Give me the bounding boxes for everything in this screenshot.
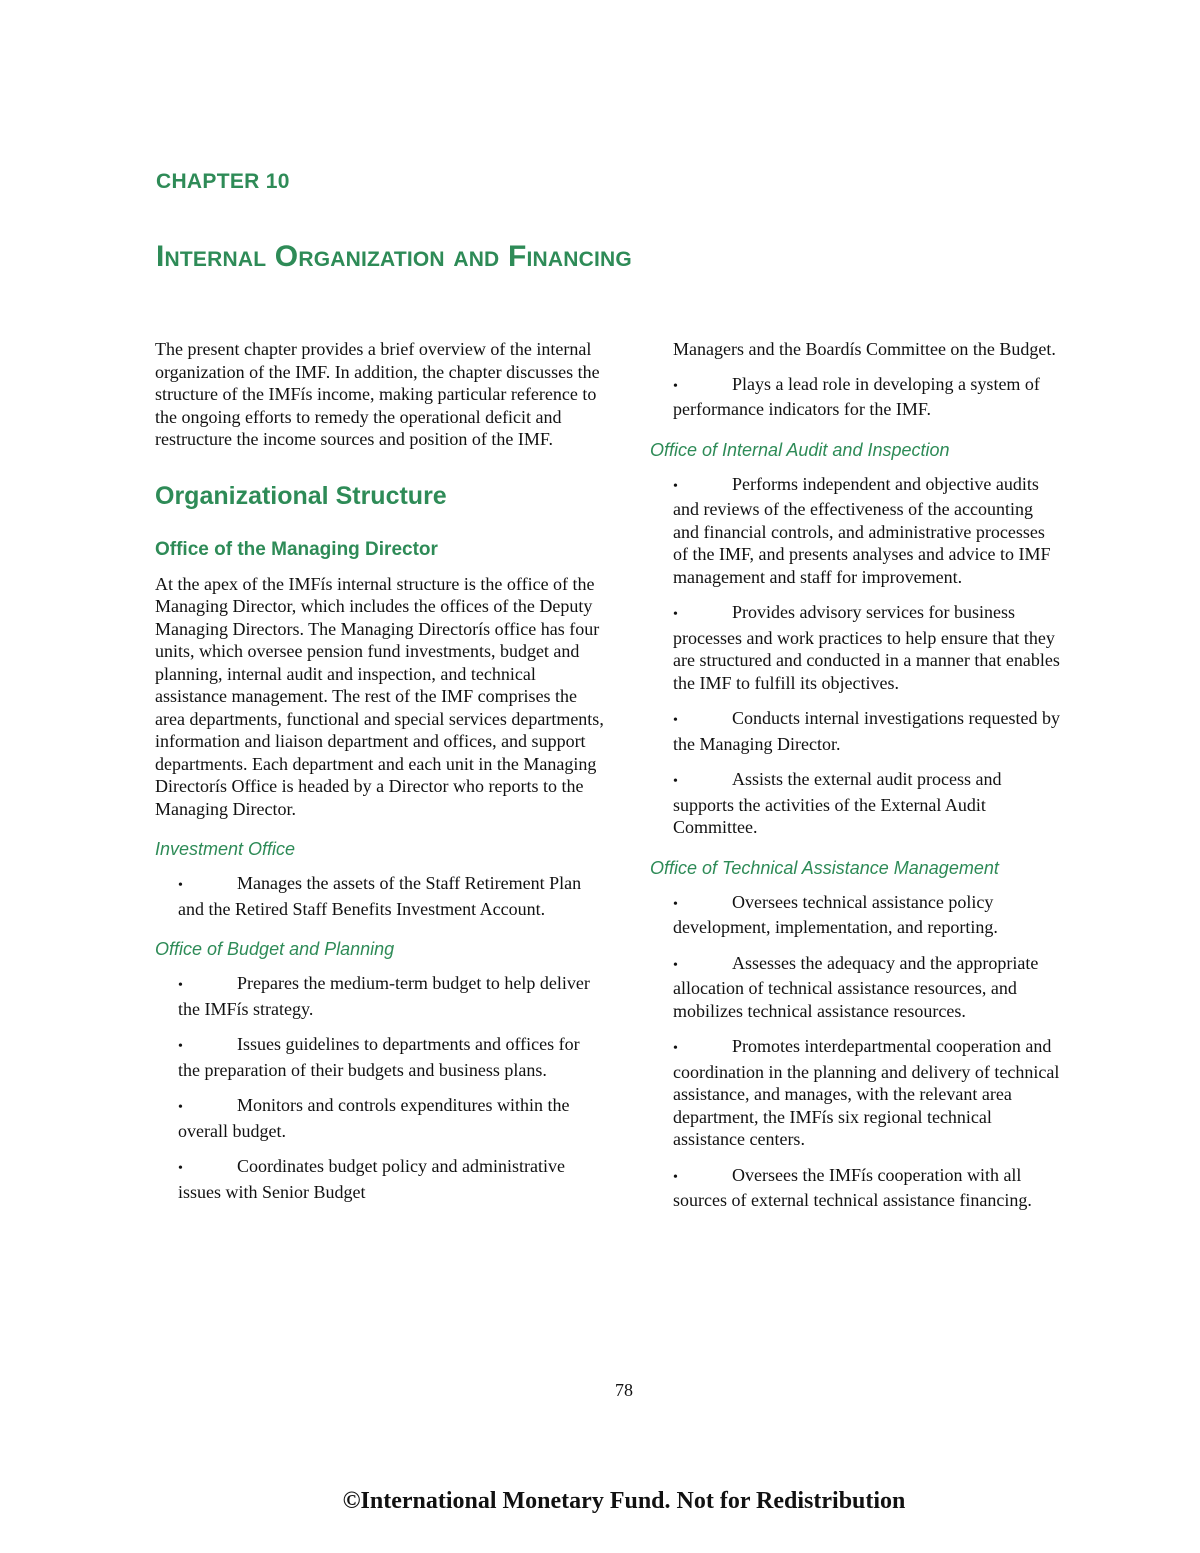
- chapter-title: Internal Organization and Financing: [156, 240, 632, 273]
- list-item-text: Assesses the adequacy and the appropriate allocation of technical assistance resources, and mobilizes technical assistance resources.: [673, 952, 1039, 1021]
- bullet-icon: •: [673, 378, 678, 394]
- list-item-text: Oversees the IMFís cooperation with all sources of external technical assistance financing.: [673, 1164, 1032, 1210]
- bullet-icon: •: [673, 607, 678, 622]
- bullet-icon: •: [178, 1039, 183, 1054]
- list-item-text: Performs independent and objective audits and reviews of the effectiveness of the accounting and financial controls, and administrative processes of the IMF, and presents analyses and advice to IMF management and staff for improvement.: [673, 473, 1051, 587]
- bullet-icon: •: [673, 1169, 678, 1185]
- investment-office-list: [155, 872, 605, 920]
- left-column: [155, 338, 605, 1216]
- bullet-icon: •: [178, 878, 183, 893]
- chapter-label: CHAPTER 10: [156, 170, 290, 193]
- audit-office-heading: Office of Internal Audit and Inspection: [650, 439, 950, 460]
- list-item-text: Manages the assets of the Staff Retirement Plan and the Retired Staff Benefits Investment Account.: [178, 873, 582, 919]
- list-item-text: Monitors and controls expenditures within the overall budget.: [178, 1095, 570, 1141]
- list-item: [673, 707, 1060, 755]
- list-item-text: Assists the external audit process and supports the activities of the External Audit Committee.: [673, 769, 1002, 837]
- page-number: 78: [615, 1380, 633, 1400]
- bullet-icon: •: [673, 774, 678, 789]
- list-item-text: Prepares the medium-term budget to help deliver the IMFís strategy.: [178, 973, 590, 1019]
- investment-office-heading: Investment Office: [155, 839, 296, 859]
- bullet-icon: •: [673, 957, 678, 973]
- list-item-text: Oversees technical assistance policy development, implementation, and reporting.: [673, 891, 998, 937]
- list-item: [178, 1155, 605, 1203]
- list-item-text: Plays a lead role in developing a system of performance indicators for the IMF.: [673, 373, 1040, 419]
- bullet-icon: •: [673, 478, 678, 494]
- md-office-heading: Office of the Managing Director: [155, 538, 438, 560]
- list-item: [673, 1035, 1060, 1151]
- list-item: [673, 601, 1060, 694]
- list-item: [178, 972, 605, 1020]
- list-item: [178, 872, 605, 920]
- copyright-footer: ©International Monetary Fund. Not for Redistribution: [342, 1488, 906, 1514]
- list-item: [673, 891, 1060, 939]
- bullet-icon: •: [178, 1100, 183, 1115]
- bullet-icon: •: [673, 896, 678, 912]
- list-item: [673, 473, 1060, 589]
- intro-paragraph: The present chapter provides a brief overview of the internal organization of the IMF. In addition, the chapter discusses the structure of the IMFís income, making particular reference to the ongoing efforts to remedy the operational deficit and restructure the income sources and position of the IMF.: [155, 339, 600, 449]
- list-item-text: Issues guidelines to departments and offices for the preparation of their budgets and business plans.: [178, 1034, 580, 1080]
- bullet-icon: •: [673, 1041, 678, 1056]
- ta-office-heading: Office of Technical Assistance Management: [650, 857, 999, 878]
- bullet-icon: •: [178, 1161, 183, 1176]
- budget-office-list-continued: [650, 338, 1060, 421]
- list-item: [178, 1033, 605, 1081]
- list-item-text: Provides advisory services for business processes and work practices to help ensure that they are structured and conducted in a manner that enables the IMF to fulfill its objectives.: [673, 602, 1060, 693]
- list-item-text: Coordinates budget policy and administrative issues with Senior Budget: [178, 1156, 565, 1202]
- budget-office-heading: Office of Budget and Planning: [155, 939, 395, 959]
- right-column: [650, 338, 1060, 1225]
- ta-office-list: [650, 891, 1060, 1212]
- list-item: [673, 373, 1060, 421]
- list-item-continuation: Managers and the Boardís Committee on the Budget.: [673, 339, 1056, 359]
- list-item-text: Conducts internal investigations requested by the Managing Director.: [673, 708, 1060, 754]
- list-item: [673, 952, 1060, 1023]
- list-item: [178, 1094, 605, 1142]
- md-office-body: At the apex of the IMFís internal structure is the office of the Managing Director, which includes the offices of the Deputy Managing Directors. The Managing Directorís office has four units, which oversee pension fund investments, budget and planning, internal audit and inspection, and technical assistance management. The rest of the IMF comprises the area departments, functional and special services departments, information and liaison department and offices, and support departments. Each department and each unit in the Managing Directorís Office is headed by a Director who reports to the Managing Director.: [155, 573, 604, 819]
- section-heading: Organizational Structure: [155, 481, 447, 510]
- list-item: [673, 1164, 1060, 1212]
- audit-office-list: [650, 473, 1060, 839]
- list-item-text: Promotes interdepartmental cooperation and coordination in the planning and delivery of technical assistance, and manages, with the relevant area department, the IMFís six regional technical assistance centers.: [673, 1036, 1060, 1149]
- budget-office-list: [155, 972, 605, 1203]
- list-item: [673, 768, 1060, 839]
- bullet-icon: •: [673, 713, 678, 728]
- bullet-icon: •: [178, 978, 183, 993]
